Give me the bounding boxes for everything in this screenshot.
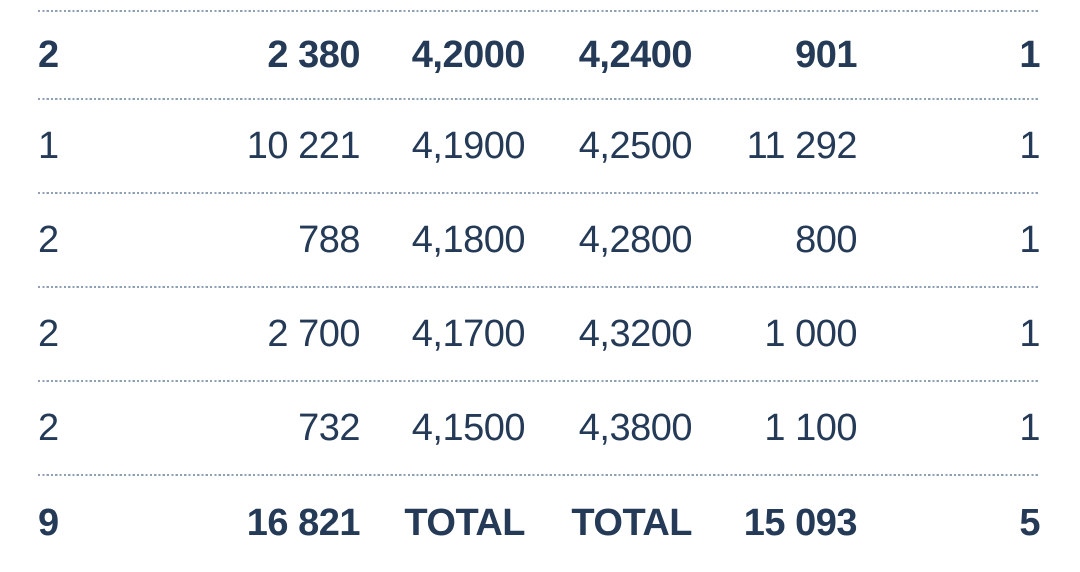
orderbook-row [38,288,1040,380]
cell-ask-price: 4,3800 [578,406,692,449]
cell-ask-orders: 1 [1019,124,1040,167]
cell-bid-orders: 2 [38,312,59,355]
cell-bid-orders-total: 9 [38,502,59,544]
cell-bid-price: 4,2000 [411,33,525,76]
cell-bid-price: 4,1800 [411,218,525,261]
cell-bid-volume-total: 16 821 [246,502,360,544]
cell-ask-orders: 1 [1019,406,1040,449]
orderbook-row [38,100,1040,192]
cell-ask-volume-total: 15 093 [743,502,857,544]
cell-ask-price: 4,2400 [578,33,692,76]
orderbook-row [38,194,1040,286]
cell-ask-price: 4,3200 [578,312,692,355]
cell-bid-price: 4,1900 [411,124,525,167]
cell-bid-total-label: TOTAL [404,502,525,544]
cell-ask-volume: 800 [795,218,857,261]
cell-ask-orders: 1 [1019,312,1040,355]
cell-ask-volume: 1 100 [764,406,857,449]
cell-bid-volume: 788 [298,218,360,261]
cell-ask-volume: 1 000 [764,312,857,355]
orderbook-total-row [38,476,1040,571]
cell-bid-volume: 2 700 [267,312,360,355]
cell-bid-price: 4,1700 [411,312,525,355]
cell-bid-price: 4,1500 [411,406,525,449]
cell-bid-volume: 2 380 [267,33,360,76]
cell-ask-volume: 11 292 [746,124,857,167]
cell-bid-orders: 2 [38,218,59,261]
cell-bid-orders: 2 [38,406,59,449]
orderbook-row [38,382,1040,474]
cell-ask-price: 4,2800 [578,218,692,261]
cell-ask-price: 4,2500 [578,124,692,167]
cell-bid-volume: 10 221 [246,124,360,167]
cell-ask-orders-total: 5 [1019,502,1040,544]
cell-bid-volume: 732 [298,406,360,449]
cell-ask-orders: 1 [1019,33,1040,76]
cell-bid-orders: 1 [38,124,59,167]
cell-ask-volume: 901 [795,33,857,76]
cell-ask-orders: 1 [1019,218,1040,261]
orderbook-row [38,12,1040,98]
cell-bid-orders: 2 [38,33,59,76]
cell-ask-total-label: TOTAL [571,502,692,544]
